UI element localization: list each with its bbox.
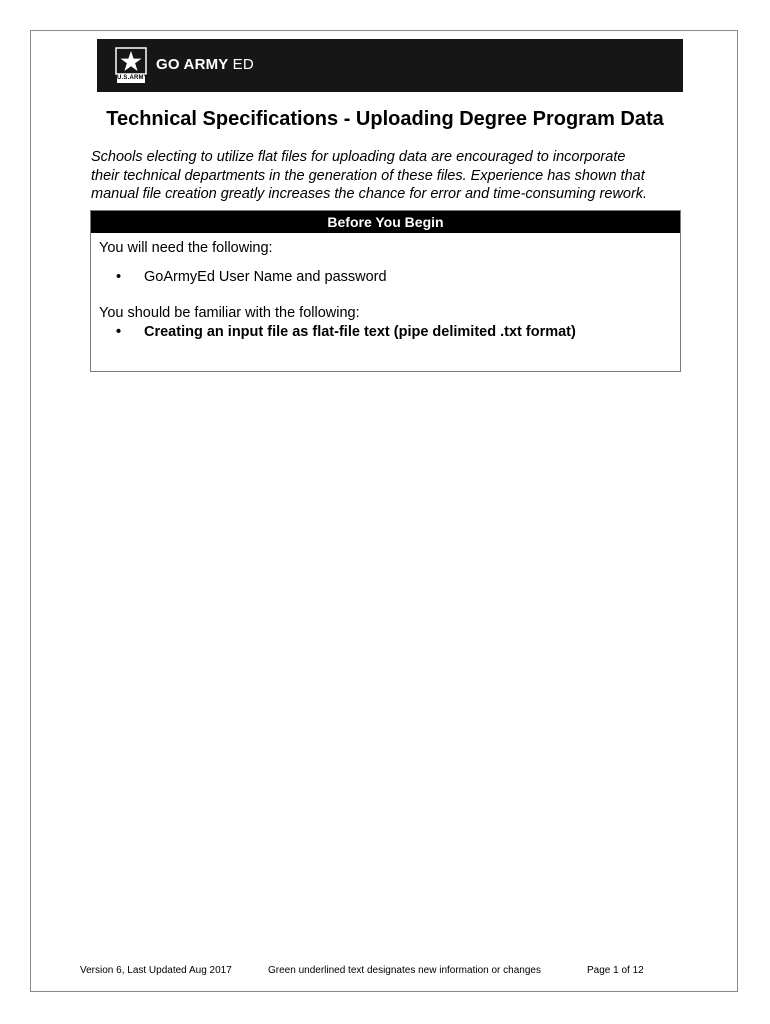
need-list-item xyxy=(116,269,387,285)
footer-page-number: Page 1 of 12 xyxy=(587,965,644,976)
footer-note: Green underlined text designates new information or changes xyxy=(268,965,541,976)
go-army-ed-logo xyxy=(113,46,263,84)
bullet-icon: • xyxy=(116,269,122,285)
need-label: You will need the following: xyxy=(99,240,273,256)
section-header: Before You Begin xyxy=(91,211,680,233)
logo-brand-regular: ED xyxy=(232,56,254,73)
logo-brand-bold: GO ARMY xyxy=(156,56,229,73)
logo-wordmark xyxy=(156,56,254,73)
familiar-label: You should be familiar with the following: xyxy=(99,305,360,321)
intro-line: manual file creation greatly increases the chance for error and time-consuming rework. xyxy=(91,186,648,202)
us-army-tag: U.S.ARMY xyxy=(117,75,148,81)
familiar-list-item xyxy=(116,324,576,340)
army-star-icon xyxy=(113,46,149,84)
before-you-begin-section xyxy=(90,210,681,372)
page-title: Technical Specifications - Uploading Degree Program Data xyxy=(106,108,664,130)
intro-line: their technical departments in the generation of these files. Experience has shown that xyxy=(91,167,645,184)
intro-paragraph xyxy=(91,148,691,204)
bullet-icon: • xyxy=(116,324,122,340)
footer-version: Version 6, Last Updated Aug 2017 xyxy=(80,965,232,976)
intro-line: Schools electing to utilize flat files for uploading data are encouraged to incorporate xyxy=(91,149,626,165)
familiar-item-text: Creating an input file as flat-file text (pipe delimited .txt format) xyxy=(144,324,576,340)
need-item-text: GoArmyEd User Name and password xyxy=(144,269,387,285)
